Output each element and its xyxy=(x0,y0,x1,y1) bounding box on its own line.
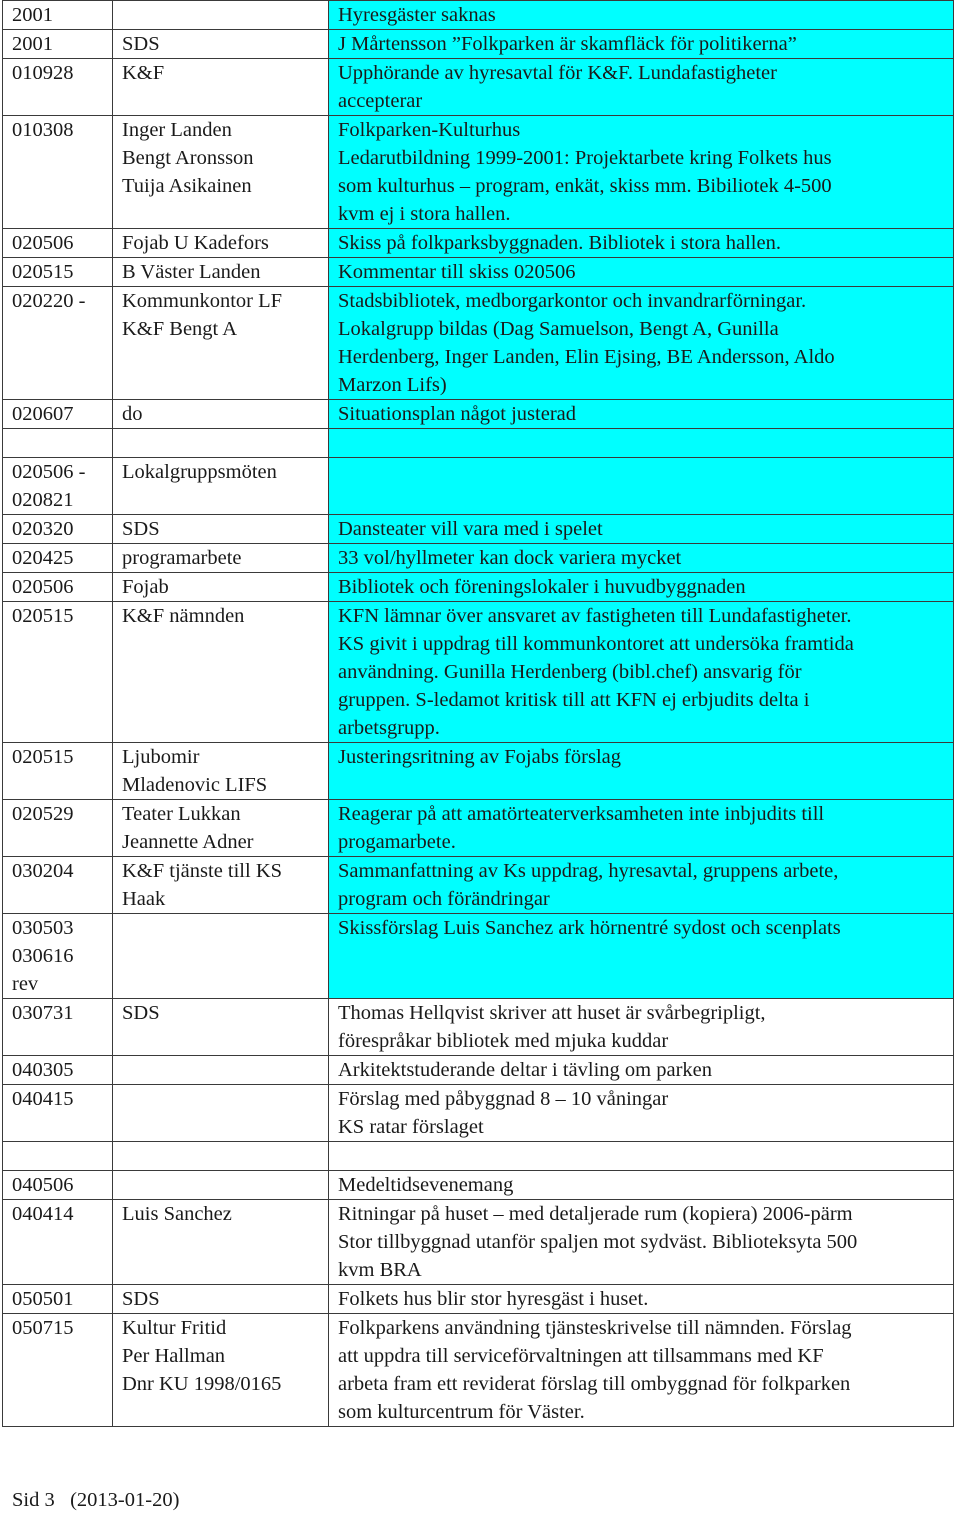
date-cell: 050501 xyxy=(3,1285,113,1314)
table-row xyxy=(3,1314,954,1427)
date-cell: 020515 xyxy=(3,258,113,287)
source-cell: Kommunkontor LF K&F Bengt A xyxy=(113,287,329,400)
note-cell: Förslag med påbyggnad 8 – 10 våningar KS ratar förslaget xyxy=(329,1085,954,1142)
date-cell xyxy=(3,1142,113,1171)
table-row xyxy=(3,573,954,602)
date-cell: 020220 - xyxy=(3,287,113,400)
date-cell: 010928 xyxy=(3,59,113,116)
note-cell: Situationsplan något justerad xyxy=(329,400,954,429)
table-row xyxy=(3,116,954,229)
source-cell xyxy=(113,914,329,999)
source-cell: Teater Lukkan Jeannette Adner xyxy=(113,800,329,857)
table-row xyxy=(3,229,954,258)
note-cell: Ritningar på huset – med detaljerade rum (kopiera) 2006-pärm Stor tillbyggnad utanför spaljen mot sydväst. Biblioteksyta 500 kvm BRA xyxy=(329,1200,954,1285)
table-row xyxy=(3,602,954,743)
source-cell xyxy=(113,1,329,30)
event-log-body xyxy=(3,1,954,1427)
source-cell: Lokalgruppsmöten xyxy=(113,458,329,515)
source-cell: programarbete xyxy=(113,544,329,573)
source-cell: do xyxy=(113,400,329,429)
table-row xyxy=(3,1200,954,1285)
table-row xyxy=(3,458,954,515)
source-cell: Kultur Fritid Per Hallman Dnr KU 1998/0165 xyxy=(113,1314,329,1427)
note-cell: Stadsbibliotek, medborgarkontor och invandrarförningar. Lokalgrupp bildas (Dag Samuelson, Bengt A, Gunilla Herdenberg, Inger Landen, Elin Ejsing, BE Andersson, Aldo Marzon Lifs) xyxy=(329,287,954,400)
source-cell: Luis Sanchez xyxy=(113,1200,329,1285)
date-cell: 020506 xyxy=(3,573,113,602)
event-log-table xyxy=(2,0,954,1427)
note-cell: Upphörande av hyresavtal för K&F. Lundafastigheter accepterar xyxy=(329,59,954,116)
source-cell: Ljubomir Mladenovic LIFS xyxy=(113,743,329,800)
source-cell: K&F tjänste till KS Haak xyxy=(113,857,329,914)
source-cell xyxy=(113,1142,329,1171)
date-cell: 030204 xyxy=(3,857,113,914)
source-cell xyxy=(113,1085,329,1142)
date-cell: 020515 xyxy=(3,602,113,743)
note-cell: Kommentar till skiss 020506 xyxy=(329,258,954,287)
note-cell: Arkitektstuderande deltar i tävling om parken xyxy=(329,1056,954,1085)
table-row xyxy=(3,400,954,429)
note-cell: Folkparkens användning tjänsteskrivelse till nämnden. Förslag att uppdra till serviceförvaltningen att tillsammans med KF arbeta fram ett reviderat förslag till ombyggnad för folkparken som kulturcentrum för Väster. xyxy=(329,1314,954,1427)
note-cell: Justeringsritning av Fojabs förslag xyxy=(329,743,954,800)
date-cell: 040415 xyxy=(3,1085,113,1142)
table-row xyxy=(3,59,954,116)
source-cell: Fojab xyxy=(113,573,329,602)
table-row xyxy=(3,1142,954,1171)
table-row xyxy=(3,857,954,914)
source-cell xyxy=(113,1171,329,1200)
note-cell: Folkets hus blir stor hyresgäst i huset. xyxy=(329,1285,954,1314)
note-cell: J Mårtensson ”Folkparken är skamfläck för politikerna” xyxy=(329,30,954,59)
note-cell: Sammanfattning av Ks uppdrag, hyresavtal, gruppens arbete, program och förändringar xyxy=(329,857,954,914)
date-cell: 020607 xyxy=(3,400,113,429)
note-cell: Bibliotek och föreningslokaler i huvudbyggnaden xyxy=(329,573,954,602)
table-row xyxy=(3,287,954,400)
date-cell: 020529 xyxy=(3,800,113,857)
note-cell: Skiss på folkparksbyggnaden. Bibliotek i stora hallen. xyxy=(329,229,954,258)
source-cell: Fojab U Kadefors xyxy=(113,229,329,258)
note-cell: Hyresgäster saknas xyxy=(329,1,954,30)
table-row xyxy=(3,429,954,458)
date-cell: 030503 030616 rev xyxy=(3,914,113,999)
note-cell: Reagerar på att amatörteaterverksamheten inte inbjudits till progamarbete. xyxy=(329,800,954,857)
date-cell: 020425 xyxy=(3,544,113,573)
date-cell xyxy=(3,429,113,458)
source-cell: K&F nämnden xyxy=(113,602,329,743)
page-footer: Sid 3 (2013-01-20) xyxy=(12,1489,180,1511)
note-cell: 33 vol/hyllmeter kan dock variera mycket xyxy=(329,544,954,573)
note-cell: Skissförslag Luis Sanchez ark hörnentré sydost och scenplats xyxy=(329,914,954,999)
source-cell: SDS xyxy=(113,1285,329,1314)
note-cell: Medeltidsevenemang xyxy=(329,1171,954,1200)
source-cell xyxy=(113,1056,329,1085)
table-row xyxy=(3,258,954,287)
note-cell: Thomas Hellqvist skriver att huset är svårbegripligt, förespråkar bibliotek med mjuka kuddar xyxy=(329,999,954,1056)
table-row xyxy=(3,999,954,1056)
note-cell: Folkparken-Kulturhus Ledarutbildning 1999-2001: Projektarbete kring Folkets hus som kulturhus – program, enkät, skiss mm. Bibiliotek 4-500 kvm ej i stora hallen. xyxy=(329,116,954,229)
note-cell xyxy=(329,1142,954,1171)
table-row xyxy=(3,515,954,544)
table-row xyxy=(3,1171,954,1200)
source-cell xyxy=(113,429,329,458)
table-row xyxy=(3,1056,954,1085)
date-cell: 020506 - 020821 xyxy=(3,458,113,515)
table-row xyxy=(3,1,954,30)
table-row xyxy=(3,1085,954,1142)
date-cell: 020320 xyxy=(3,515,113,544)
date-cell: 020515 xyxy=(3,743,113,800)
source-cell: K&F xyxy=(113,59,329,116)
note-cell: Dansteater vill vara med i spelet xyxy=(329,515,954,544)
date-cell: 050715 xyxy=(3,1314,113,1427)
source-cell: SDS xyxy=(113,30,329,59)
table-row xyxy=(3,30,954,59)
date-cell: 030731 xyxy=(3,999,113,1056)
table-row xyxy=(3,800,954,857)
note-cell xyxy=(329,458,954,515)
table-row xyxy=(3,914,954,999)
date-cell: 2001 xyxy=(3,1,113,30)
source-cell: Inger Landen Bengt Aronsson Tuija Asikainen xyxy=(113,116,329,229)
date-cell: 040506 xyxy=(3,1171,113,1200)
source-cell: SDS xyxy=(113,515,329,544)
date-cell: 2001 xyxy=(3,30,113,59)
source-cell: B Väster Landen xyxy=(113,258,329,287)
note-cell: KFN lämnar över ansvaret av fastigheten till Lundafastigheter. KS givit i uppdrag till kommunkontoret att undersöka framtida användning. Gunilla Herdenberg (bibl.chef) ansvarig för gruppen. S-ledamot kritisk till att KFN ej erbjudits delta i arbetsgrupp. xyxy=(329,602,954,743)
date-cell: 010308 xyxy=(3,116,113,229)
date-cell: 040414 xyxy=(3,1200,113,1285)
note-cell xyxy=(329,429,954,458)
date-cell: 020506 xyxy=(3,229,113,258)
date-cell: 040305 xyxy=(3,1056,113,1085)
table-row xyxy=(3,743,954,800)
source-cell: SDS xyxy=(113,999,329,1056)
table-row xyxy=(3,1285,954,1314)
table-row xyxy=(3,544,954,573)
